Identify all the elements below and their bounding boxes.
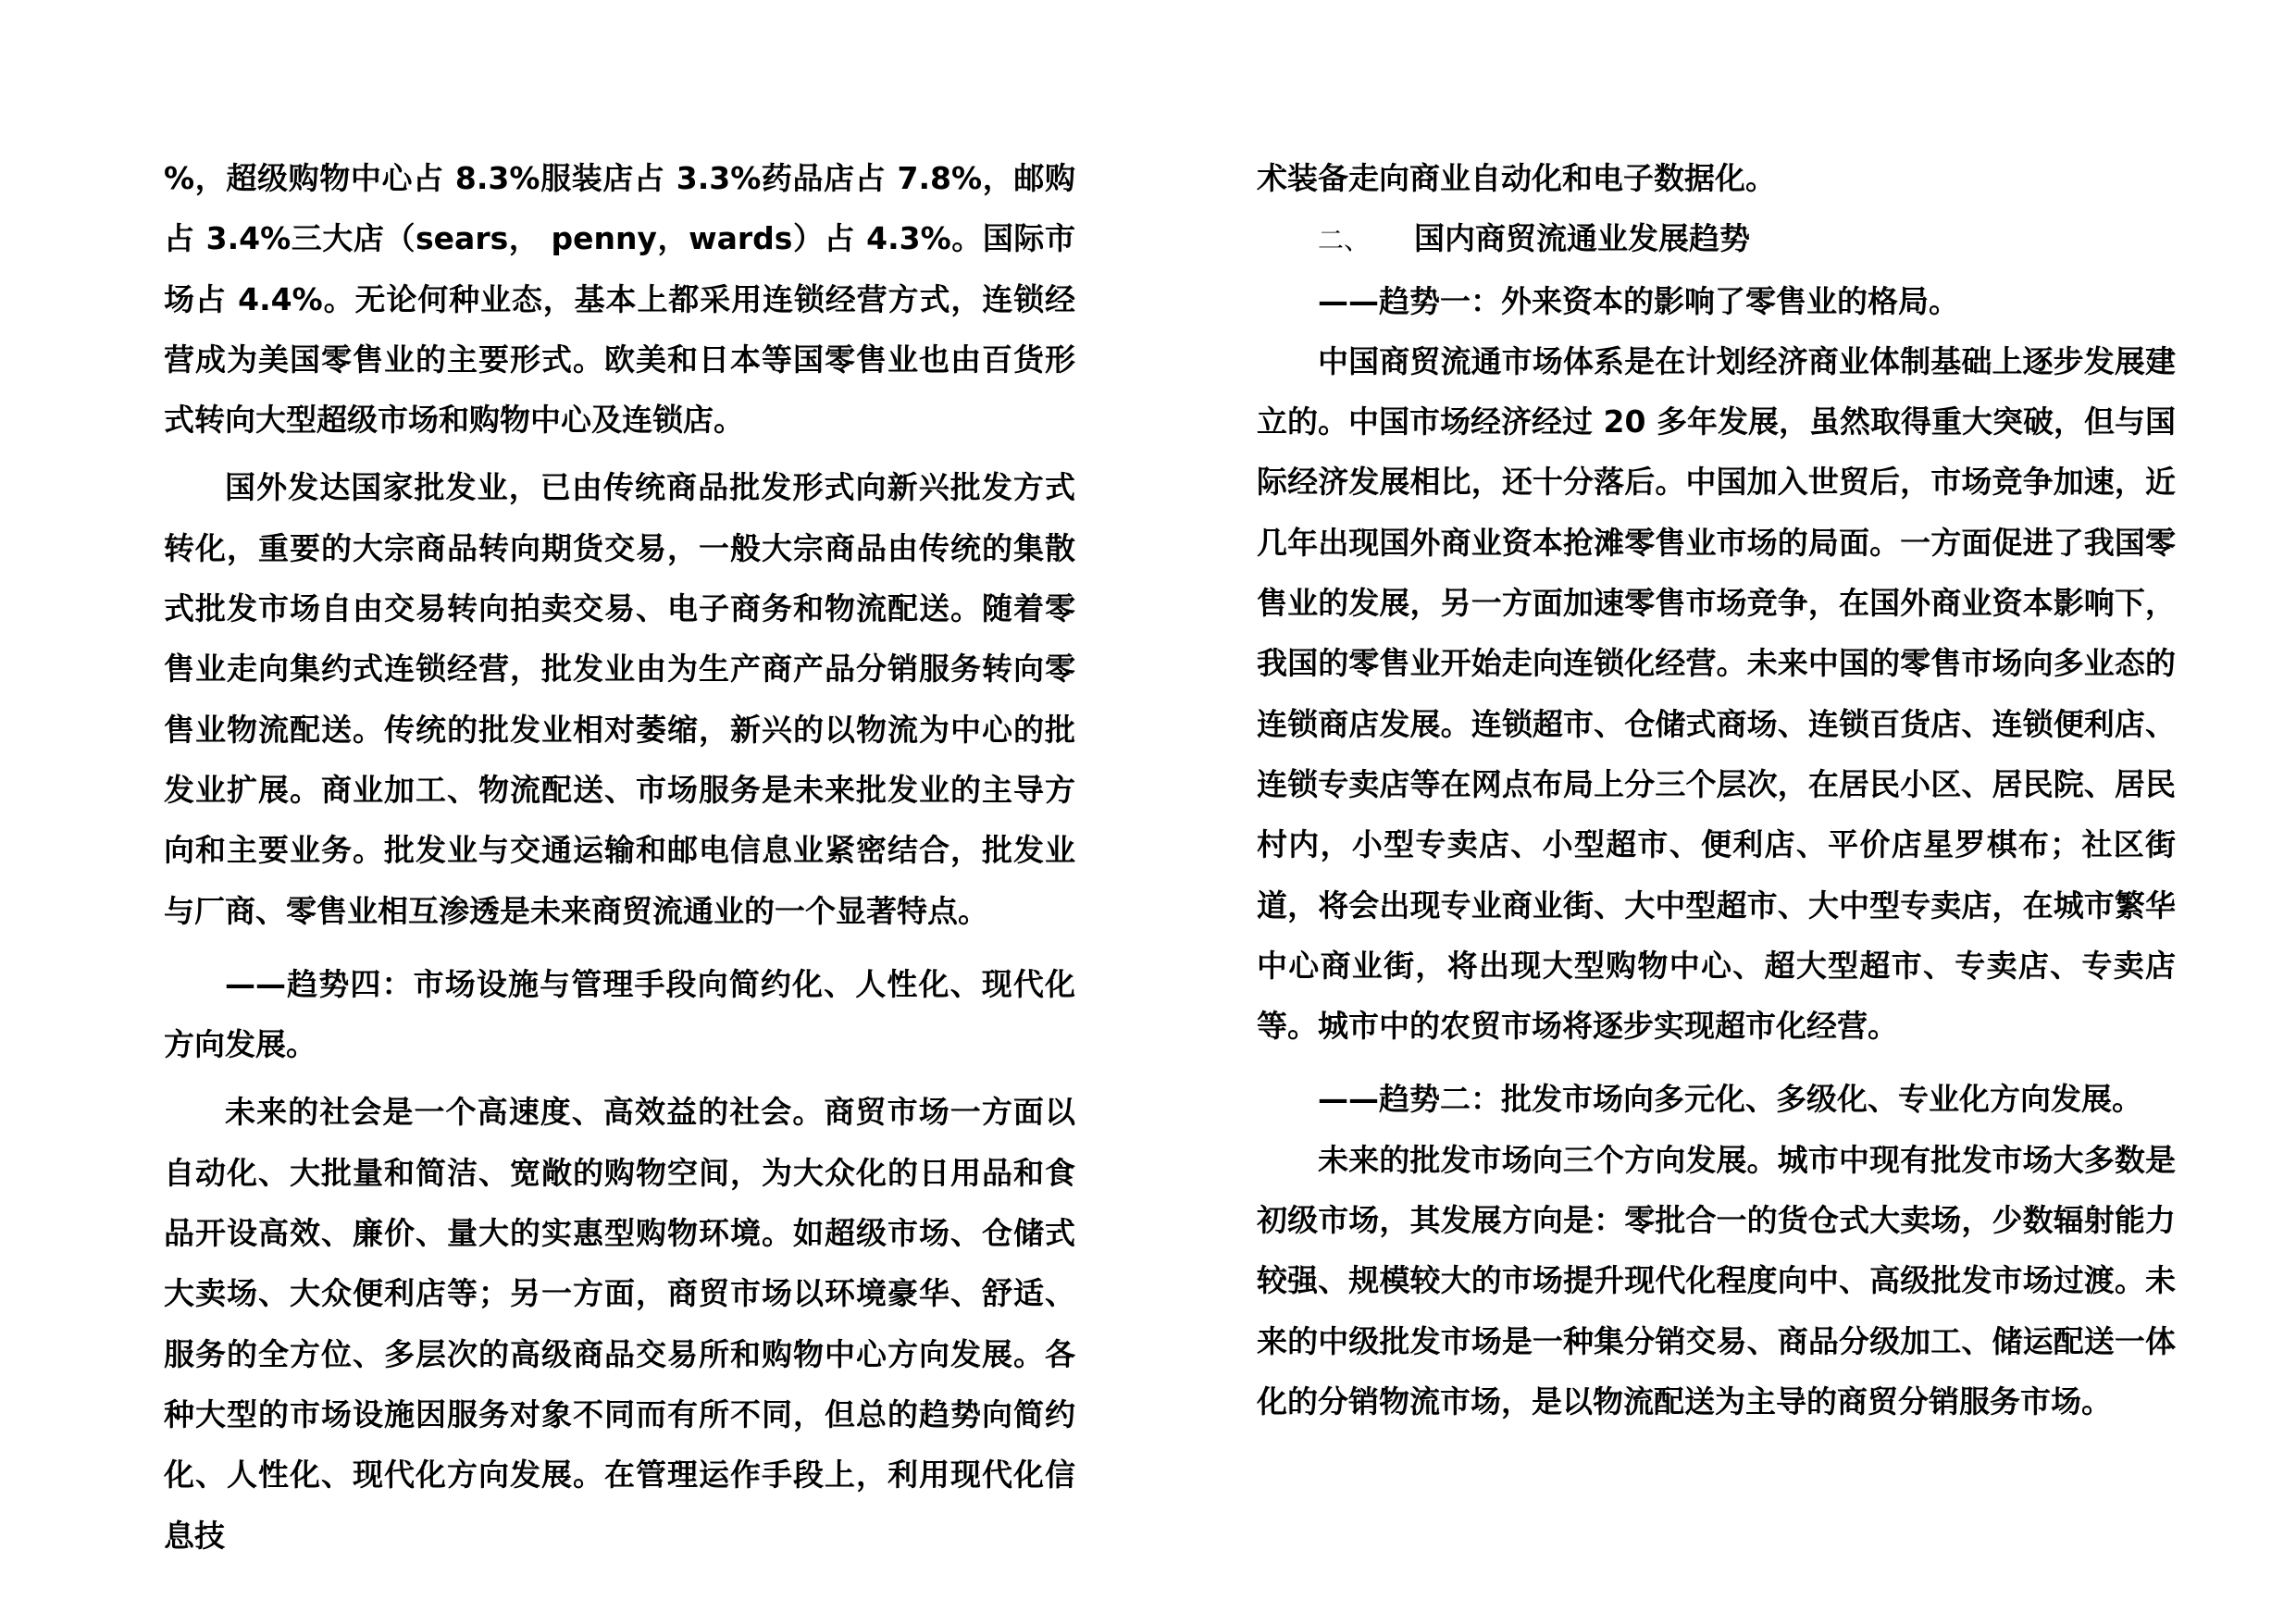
section-number: 二、 — [1318, 225, 1371, 256]
trend-one-heading: ——趋势一：外来资本的影响了零售业的格局。 — [1318, 282, 1959, 319]
trend-two-heading: ——趋势二：批发市场向多元化、多级化、专业化方向发展。 — [1318, 1081, 2142, 1118]
left-paragraph-4: 未来的社会是一个高速度、高效益的社会。商贸市场一方面以自动化、大批量和简洁、宽敞的购物空间，为大众化的日用品和食品开设高效、廉价、量大的实惠型购物环境。如超级市场、仓储式大卖场、大众便利店等；另一方面，商贸市场以环境豪华、舒适、服务的全方位、多层次的高级商品交易所和购物中心方向发展。各种大型的市场设施因服务对象不同而有所不同，但总的趋势向简约化、人性化、现代化方向发展。在管理运作手段上，利用现代化信息技 — [164, 1094, 1075, 1554]
trend-four-heading: ——趋势四：市场设施与管理手段向简约化、人性化、现代化方向发展。 — [164, 965, 1075, 1063]
right-paragraph-5: 未来的批发市场向三个方向发展。城市中现有批发市场大多数是初级市场，其发展方向是：零批合一的货仓式大卖场，少数辐射能力较强、规模较大的市场提升现代化程度向中、高级批发市场过渡。未来的中级批发市场是一种集分销交易、商品分级加工、储运配送一体化的分销物流市场，是以物流配送为主导的商贸分销服务市场。 — [1257, 1141, 2176, 1419]
section-title: 国内商贸流通业发展趋势 — [1414, 220, 1751, 257]
left-paragraph-2: 国外发达国家批发业，已由传统商品批发形式向新兴批发方式转化，重要的大宗商品转向期货交易，一般大宗商品由传统的集散式批发市场自由交易转向拍卖交易、电子商务和物流配送。随着零售业走向集约式连锁经营，批发业由为生产商产品分销服务转向零售业物流配送。传统的批发业相对萎缩，新兴的以物流为中心的批发业扩展。商业加工、物流配送、市场服务是未来批发业的主导方向和主要业务。批发业与交通运输和邮电信息业紧密结合，批发业与厂商、零售业相互渗透是未来商贸流通业的一个显著特点。 — [164, 469, 1075, 929]
left-column — [164, 148, 1075, 1566]
right-column — [1257, 148, 2176, 1432]
right-paragraph-3: 中国商贸流通市场体系是在计划经济商业体制基础上逐步发展建立的。中国市场经济经过 20 多年发展，虽然取得重大突破，但与国际经济发展相比，还十分落后。中国加入世贸后，市场竞争加速，近几年出现国外商业资本抢滩零售业市场的局面。一方面促进了我国零售业的发展，另一方面加速零售市场竞争，在国外商业资本影响下，我国的零售业开始走向连锁化经营。未来中国的零售市场向多业态的连锁商店发展。连锁超市、仓储式商场、连锁百货店、连锁便利店、连锁专卖店等在网点布局上分三个层次，在居民小区、居民院、居民村内，小型专卖店、小型超市、便利店、平价店星罗棋布；社区街道，将会出现专业商业街、大中型超市、大中型专卖店，在城市繁华中心商业街，将出现大型购物中心、超大型超市、专卖店、专卖店等。城市中的农贸市场将逐步实现超市化经营。 — [1257, 342, 2176, 1045]
right-paragraph-1: 术装备走向商业自动化和电子数据化。 — [1257, 160, 1776, 196]
left-paragraph-1: %，超级购物中心占 8.3%服装店占 3.3%药品店占 7.8%，邮购占 3.4%三大店（sears， penny，wards）占 4.3%。国际市场占 4.4%。无论何种业态，基本上都采用连锁经营方式，连锁经营成为美国零售业的主要形式。欧美和日本等国零售业也由百货形式转向大型超级市场和购物中心及连锁店。 — [164, 160, 1075, 439]
section-heading — [1257, 208, 2176, 270]
